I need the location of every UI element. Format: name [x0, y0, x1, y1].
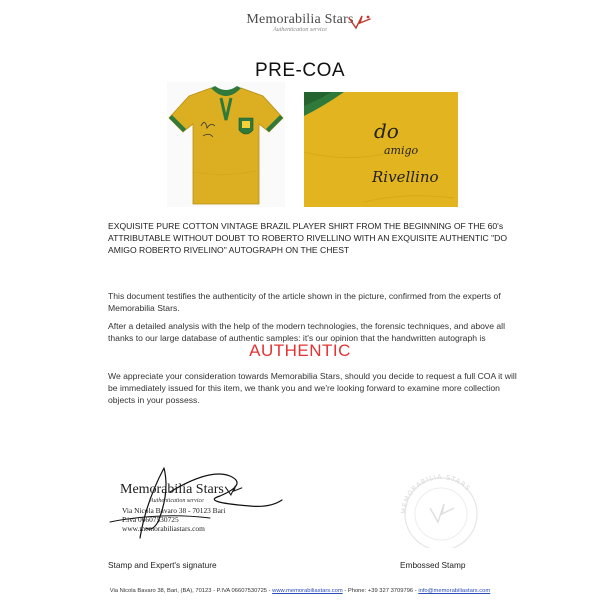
- stamp-logo-icon: [224, 484, 244, 498]
- footer-phone: - Phone: +39 327 3709796 -: [342, 588, 419, 594]
- autograph-inscription-line3: Rivellino: [372, 168, 439, 186]
- autograph-closeup-photo: [304, 92, 458, 207]
- brand-header: [0, 12, 600, 33]
- brand-tagline: Authentication service: [273, 27, 327, 33]
- brand-name: Memorabilia Stars: [246, 12, 354, 27]
- stamp-address: Via Nicola Bavaro 38 - 70123 Bari: [122, 506, 226, 515]
- stamp-vat-number: P.iva 06607530725: [122, 515, 179, 524]
- analysis-statement: After a detailed analysis with the help of the modern technologies, the forensic techniques, and above all thanks to our large database of authentic samples: it's our opinion that the handwritten autograph is: [108, 321, 505, 343]
- embossed-seal: [396, 468, 486, 548]
- footer-email-link[interactable]: info@memorabiliastars.com: [418, 588, 491, 594]
- embossed-stamp-label: Embossed Stamp: [400, 560, 466, 570]
- authenticity-statement: This document testifies the authenticity of the article shown in the picture, confirmed from the experts of Memorabilia Stars.: [108, 291, 501, 313]
- footer-address: Via Nicola Bavaro 38, Bari, (BA), 70123 - P.IVA 06607530725 -: [109, 588, 273, 594]
- stamp-website: www.memorabiliastars.com: [122, 524, 205, 533]
- brand-logo-icon: [348, 14, 372, 32]
- item-description: EXQUISITE PURE COTTON VINTAGE BRAZIL PLAYER SHIRT FROM THE BEGINNING OF THE 60's ATTRIBUTABLE WITHOUT DOUBT TO ROBERTO RIVELLINO WITH AN EXQUISITE AUTHENTIC "DO AMIGO ROBERTO RIVELINO" AUTOGRAPH ON THE CHEST: [108, 221, 508, 255]
- stamp-tagline: Authentication service: [150, 498, 204, 504]
- autograph-inscription-line2: amigo: [384, 144, 419, 157]
- footer-contact: [0, 588, 600, 594]
- shirt-front-photo: [167, 82, 285, 207]
- svg-text:MEMORABILIA STARS: MEMORABILIA STARS: [399, 472, 473, 515]
- stamp-brand-name: Memorabilia Stars: [120, 482, 224, 497]
- verdict-text: AUTHENTIC: [249, 341, 351, 360]
- document-title: PRE-COA: [254, 60, 346, 81]
- autograph-inscription-line1: do: [374, 119, 399, 143]
- signature-label: Stamp and Expert's signature: [108, 560, 217, 570]
- closing-statement: We appreciate your consideration towards Memorabilia Stars, should you decide to request a full COA it will be immediately issued for this item, we thank you and we're looking forward to examine more collection objects in your possess.: [108, 371, 517, 405]
- footer-website-link[interactable]: www.memorabiliastars.com: [272, 588, 343, 594]
